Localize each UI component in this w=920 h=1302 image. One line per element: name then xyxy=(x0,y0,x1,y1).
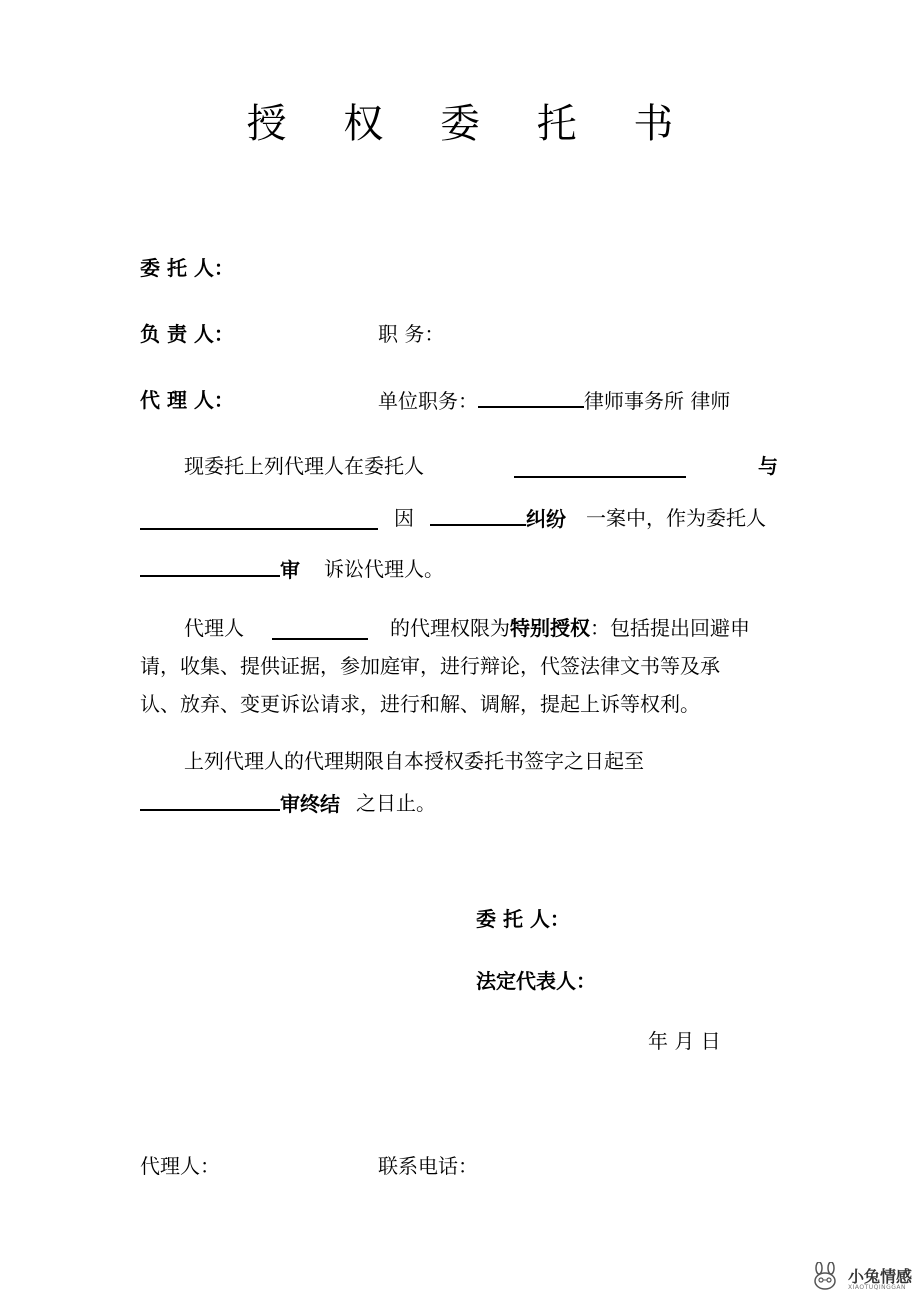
trial-level-blank xyxy=(140,557,280,577)
para1-line3-end: 诉讼代理人。 xyxy=(324,557,444,581)
document-title: 授 权 委 托 书 xyxy=(246,101,696,147)
para2-mid: 的代理权限为 xyxy=(390,616,510,640)
para1-because: 因 xyxy=(394,506,414,530)
watermark xyxy=(808,1262,912,1297)
para3-line1: 上列代理人的代理期限自本授权委托书签字之日起至 xyxy=(184,749,644,773)
watermark-name: 小兔情感 xyxy=(847,1266,912,1286)
firm-name-blank xyxy=(478,388,584,408)
firm-suffix: 律师事务所 律师 xyxy=(584,389,731,413)
para2-line1-start: 代理人 xyxy=(184,616,244,640)
para2-line1-end: ：包括提出回避申 xyxy=(590,616,750,640)
rabbit-logo-icon xyxy=(808,1262,842,1297)
footer-agent: 代理人： xyxy=(140,1154,220,1178)
para2-line2: 请，收集、提供证据，参加庭审，进行辩论，代签法律文书等及承 xyxy=(140,654,720,678)
dispute-type-blank xyxy=(430,506,526,526)
term-end-line xyxy=(140,791,340,816)
responsible-label: 负 责 人： xyxy=(140,322,234,346)
para1-line1-start: 现委托上列代理人在委托人 xyxy=(184,454,424,478)
term-end-blank xyxy=(140,791,280,811)
para2-line1-rest xyxy=(390,616,750,640)
signature-date: 年 月 日 xyxy=(648,1029,721,1053)
position-label: 职 务： xyxy=(378,322,445,346)
agent-label: 代 理 人： xyxy=(140,388,234,412)
para1-trial: 审 xyxy=(280,558,300,582)
unit-position-line xyxy=(378,388,730,413)
agent-name-blank xyxy=(272,620,368,640)
para1-line2-end: 一案中，作为委托人 xyxy=(586,506,766,530)
opposing-party-blank xyxy=(140,510,378,530)
watermark-sub: XIAOTUQINGGAN xyxy=(847,1283,907,1291)
trial-line xyxy=(140,557,300,582)
signature-principal: 委 托 人： xyxy=(476,907,570,931)
para3-end-bold: 审终结 xyxy=(280,792,340,816)
dispute-line xyxy=(430,506,566,531)
para1-with: 与 xyxy=(758,454,778,478)
principal-label: 委 托 人： xyxy=(140,256,234,280)
principal-name-blank xyxy=(514,458,686,478)
special-authority: 特别授权 xyxy=(510,616,590,640)
para2-line3: 认、放弃、变更诉讼请求，进行和解、调解，提起上诉等权利。 xyxy=(140,692,700,716)
para3-line2-end: 之日止。 xyxy=(356,791,436,815)
footer-phone: 联系电话： xyxy=(378,1154,478,1178)
para1-dispute: 纠纷 xyxy=(526,507,566,531)
signature-legal-rep: 法定代表人： xyxy=(476,969,596,993)
unit-position-label: 单位职务： xyxy=(378,389,478,413)
